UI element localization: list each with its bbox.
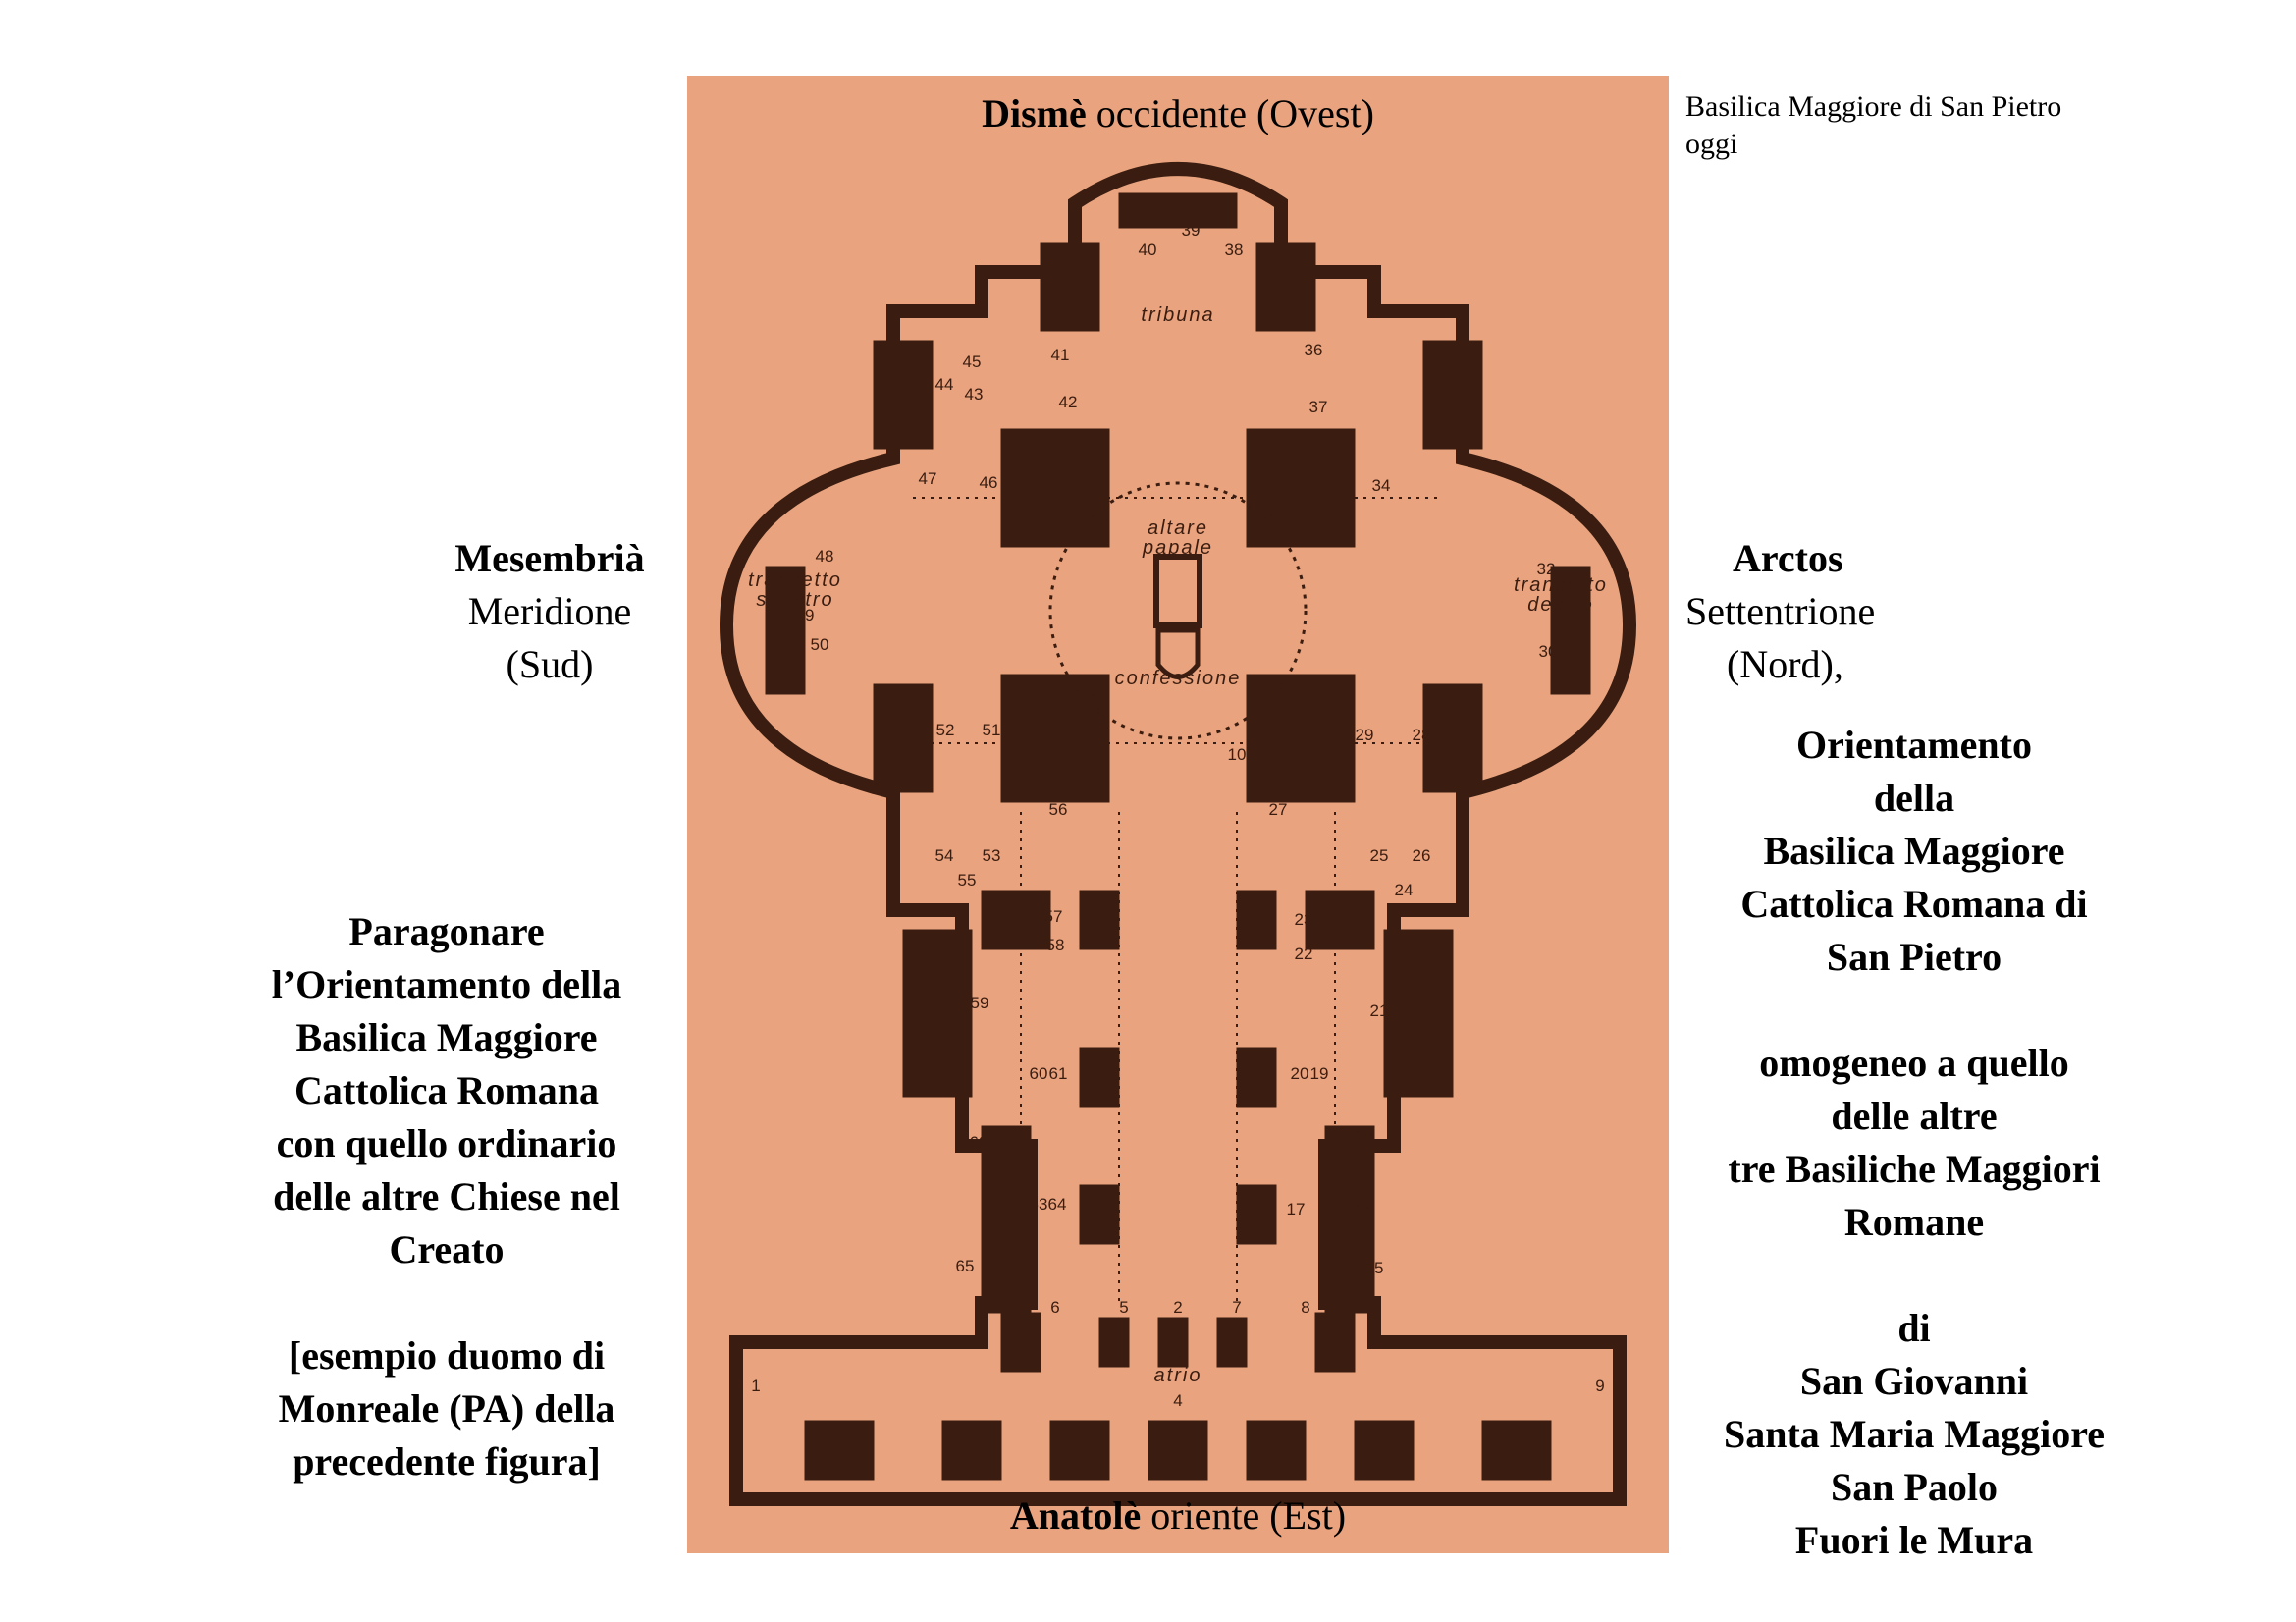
plan-number: 5 [1119, 1298, 1129, 1317]
right-description-line: San Pietro [1826, 935, 2002, 979]
facade-pier-2 [1099, 1318, 1129, 1367]
plan-number: 62 [969, 1133, 988, 1152]
apse-pier-3 [1119, 193, 1237, 228]
label-papale: papale [1142, 537, 1214, 559]
east-label [687, 1489, 1669, 1542]
plan-number: 41 [1050, 346, 1070, 364]
east-bold: Anatolè [1009, 1493, 1142, 1538]
left-description [226, 905, 667, 1488]
plan-number: 64 [1047, 1195, 1067, 1214]
plan-number: 49 [795, 606, 815, 624]
plan-number: 3 [1173, 1342, 1183, 1361]
south-bold: Mesembrià [454, 536, 645, 580]
left-description-line: Creato [389, 1227, 505, 1271]
nave-pier-r4 [1237, 1185, 1276, 1244]
plan-number: 58 [1045, 936, 1065, 954]
plan-number: 13 [1090, 511, 1109, 529]
south-line-1: Meridione [467, 589, 632, 633]
plan-number: 7 [1232, 1298, 1242, 1317]
plan-number: 1 [751, 1377, 761, 1395]
label-sinistro: sinistro [756, 589, 834, 611]
facade-pier-5 [1315, 1313, 1355, 1372]
header-note-line-2: oggi [1685, 128, 1738, 160]
chapel-left [903, 930, 972, 1097]
right-description-line: San Giovanni [1799, 1359, 2029, 1403]
right-description-line: Orientamento [1796, 723, 2032, 767]
left-description-line: [esempio duomo di [288, 1333, 606, 1378]
north-label [1685, 532, 2000, 691]
plan-number: 30 [1538, 642, 1558, 661]
north-line-1: Settentrione [1685, 589, 1876, 633]
atrio-pier-3 [1050, 1421, 1109, 1480]
plan-number: 31 [1563, 611, 1582, 629]
plan-number: 28 [1412, 726, 1431, 744]
aisle-left [982, 1126, 1031, 1313]
plan-number: 47 [918, 469, 937, 488]
plan-number: 53 [982, 846, 1001, 865]
atrio-pier-7 [1482, 1421, 1551, 1480]
left-description-line: Basilica Maggiore [295, 1015, 598, 1059]
nave-pier-l2 [1080, 891, 1119, 949]
plan-number: 63 [1029, 1195, 1048, 1214]
plan-number: 38 [1224, 241, 1244, 259]
facade-pier-1 [1001, 1313, 1041, 1372]
plan-number: 9 [1595, 1377, 1605, 1395]
label-tribuna: tribuna [1141, 304, 1215, 326]
atrio-pier-6 [1355, 1421, 1414, 1480]
chapel-right [1384, 930, 1453, 1097]
right-description-line: di [1897, 1306, 1931, 1350]
header-note-line-1: Basilica Maggiore di San Pietro [1685, 90, 2062, 123]
west-rest: occidente (Ovest) [1086, 91, 1374, 135]
right-description-line: omogeneo a quello [1759, 1041, 2069, 1085]
pier-nw [1001, 429, 1109, 547]
plan-number: 65 [955, 1257, 975, 1275]
left-description-line: delle altre Chiese nel [273, 1174, 620, 1218]
east-rest: oriente (Est) [1141, 1493, 1347, 1538]
left-description-line [226, 1276, 667, 1329]
right-description-line [1669, 984, 2160, 1037]
plan-number: 2 [1173, 1298, 1183, 1317]
right-description-line: Basilica Maggiore [1763, 829, 2065, 873]
wing-west-2 [874, 684, 933, 792]
plan-number: 52 [935, 721, 955, 739]
floor-plan-drawing [687, 76, 1669, 1553]
plan-number: 60 [1029, 1064, 1048, 1083]
plan-number: 55 [957, 871, 977, 890]
plan-number: 45 [962, 352, 982, 371]
atrio-pier-5 [1247, 1421, 1306, 1480]
west-bold: Dismè [982, 91, 1087, 135]
right-description-line: della [1873, 776, 1955, 820]
altar-block [1156, 557, 1200, 625]
plan-number: 43 [964, 385, 984, 404]
plan-number: 57 [1043, 907, 1063, 926]
nave-pier-r1 [1306, 891, 1374, 949]
plan-number: 22 [1294, 945, 1313, 963]
pier-se [1247, 675, 1355, 802]
aisle-right [1325, 1126, 1374, 1313]
label-transetto-d: transetto [1514, 574, 1608, 596]
plan-number: 16 [1355, 1200, 1374, 1218]
plan-number: 21 [1369, 1001, 1389, 1020]
label-destro: destro [1527, 594, 1594, 616]
plan-number: 61 [1048, 1064, 1068, 1083]
plan-number: 34 [1371, 476, 1391, 495]
atrio-pier-4 [1148, 1421, 1207, 1480]
plan-number: 27 [1268, 800, 1288, 819]
plan-number: 56 [1048, 800, 1068, 819]
plan-number: 6 [1050, 1298, 1060, 1317]
left-description-line: l’Orientamento della [271, 962, 622, 1006]
plan-number: 48 [815, 547, 834, 566]
label-altare: altare [1147, 517, 1209, 539]
right-description-line: Romane [1843, 1200, 1985, 1244]
nave-pier-r3 [1237, 1048, 1276, 1107]
label-confessione: confessione [1114, 668, 1242, 689]
plan-number: 54 [934, 846, 954, 865]
plan-number: 18 [1355, 1126, 1374, 1145]
right-description-line: tre Basiliche Maggiori [1728, 1147, 2101, 1191]
right-description-line: Cattolica Romana di [1740, 882, 2088, 926]
nave-pier-l4 [1080, 1185, 1119, 1244]
left-description-line: Paragonare [348, 909, 545, 953]
plan-number: 4 [1173, 1391, 1183, 1410]
plan-number: 32 [1536, 560, 1556, 578]
nave-pier-r2 [1237, 891, 1276, 949]
left-description-line: Monreale (PA) della [278, 1386, 615, 1431]
north-bold: Arctos [1733, 536, 1843, 580]
south-label [422, 532, 677, 691]
plan-number: 46 [979, 473, 998, 492]
plan-number: 50 [810, 635, 829, 654]
left-description-line: Cattolica Romana [294, 1068, 599, 1112]
apse-pier-1 [1041, 243, 1099, 331]
plan-number: 11 [1270, 684, 1288, 703]
plan-number: 33 [1333, 476, 1353, 495]
left-description-line: con quello ordinario [276, 1121, 617, 1165]
plan-number: 26 [1412, 846, 1431, 865]
right-description-line: San Paolo [1830, 1465, 1999, 1509]
plan-number: 24 [1394, 881, 1414, 899]
header-note [1685, 88, 2061, 163]
label-atrio: atrio [1153, 1365, 1202, 1386]
plan-number: 17 [1286, 1200, 1306, 1218]
basilica-floor-plan [687, 76, 1669, 1553]
wing-west-1 [874, 341, 933, 449]
wing-east-2 [1423, 684, 1482, 792]
nave-pier-l1 [982, 891, 1050, 949]
plan-number: 37 [1308, 398, 1328, 416]
plan-number: 51 [982, 721, 1001, 739]
right-description-line [1669, 1249, 2160, 1302]
plan-number: 44 [934, 375, 954, 394]
right-description [1669, 719, 2160, 1567]
plan-number: 40 [1138, 241, 1157, 259]
right-description-line: Santa Maria Maggiore [1723, 1412, 2106, 1456]
plan-number: 23 [1294, 910, 1313, 929]
plan-number: 36 [1304, 341, 1323, 359]
atrio-pier-1 [805, 1421, 874, 1480]
plan-number: 25 [1369, 846, 1389, 865]
north-line-2: (Nord), [1727, 642, 1843, 686]
plan-number: 20 [1290, 1064, 1309, 1083]
right-description-line: delle altre [1831, 1094, 1998, 1138]
plan-number: 42 [1058, 393, 1078, 411]
nave-pier-l3 [1080, 1048, 1119, 1107]
plan-number: 29 [1355, 726, 1374, 744]
plan-number: 59 [970, 994, 989, 1012]
plan-number: 35 [1423, 383, 1443, 402]
left-description-line: precedente figura] [293, 1439, 601, 1484]
plan-number: 19 [1309, 1064, 1329, 1083]
plan-number: 8 [1301, 1298, 1310, 1317]
south-line-2: (Sud) [506, 642, 594, 686]
plan-number: 39 [1181, 221, 1201, 240]
label-transetto-s: transetto [748, 569, 842, 591]
atrio-pier-2 [942, 1421, 1001, 1480]
plan-number: 15 [1364, 1259, 1384, 1277]
west-label [687, 87, 1669, 140]
plan-number: 14 [1090, 689, 1109, 708]
right-description-line: Fuori le Mura [1794, 1518, 2034, 1562]
apse-pier-2 [1256, 243, 1315, 331]
plan-number: 12 [1268, 510, 1288, 528]
plan-number: 10 [1227, 745, 1247, 764]
facade-pier-4 [1217, 1318, 1247, 1367]
